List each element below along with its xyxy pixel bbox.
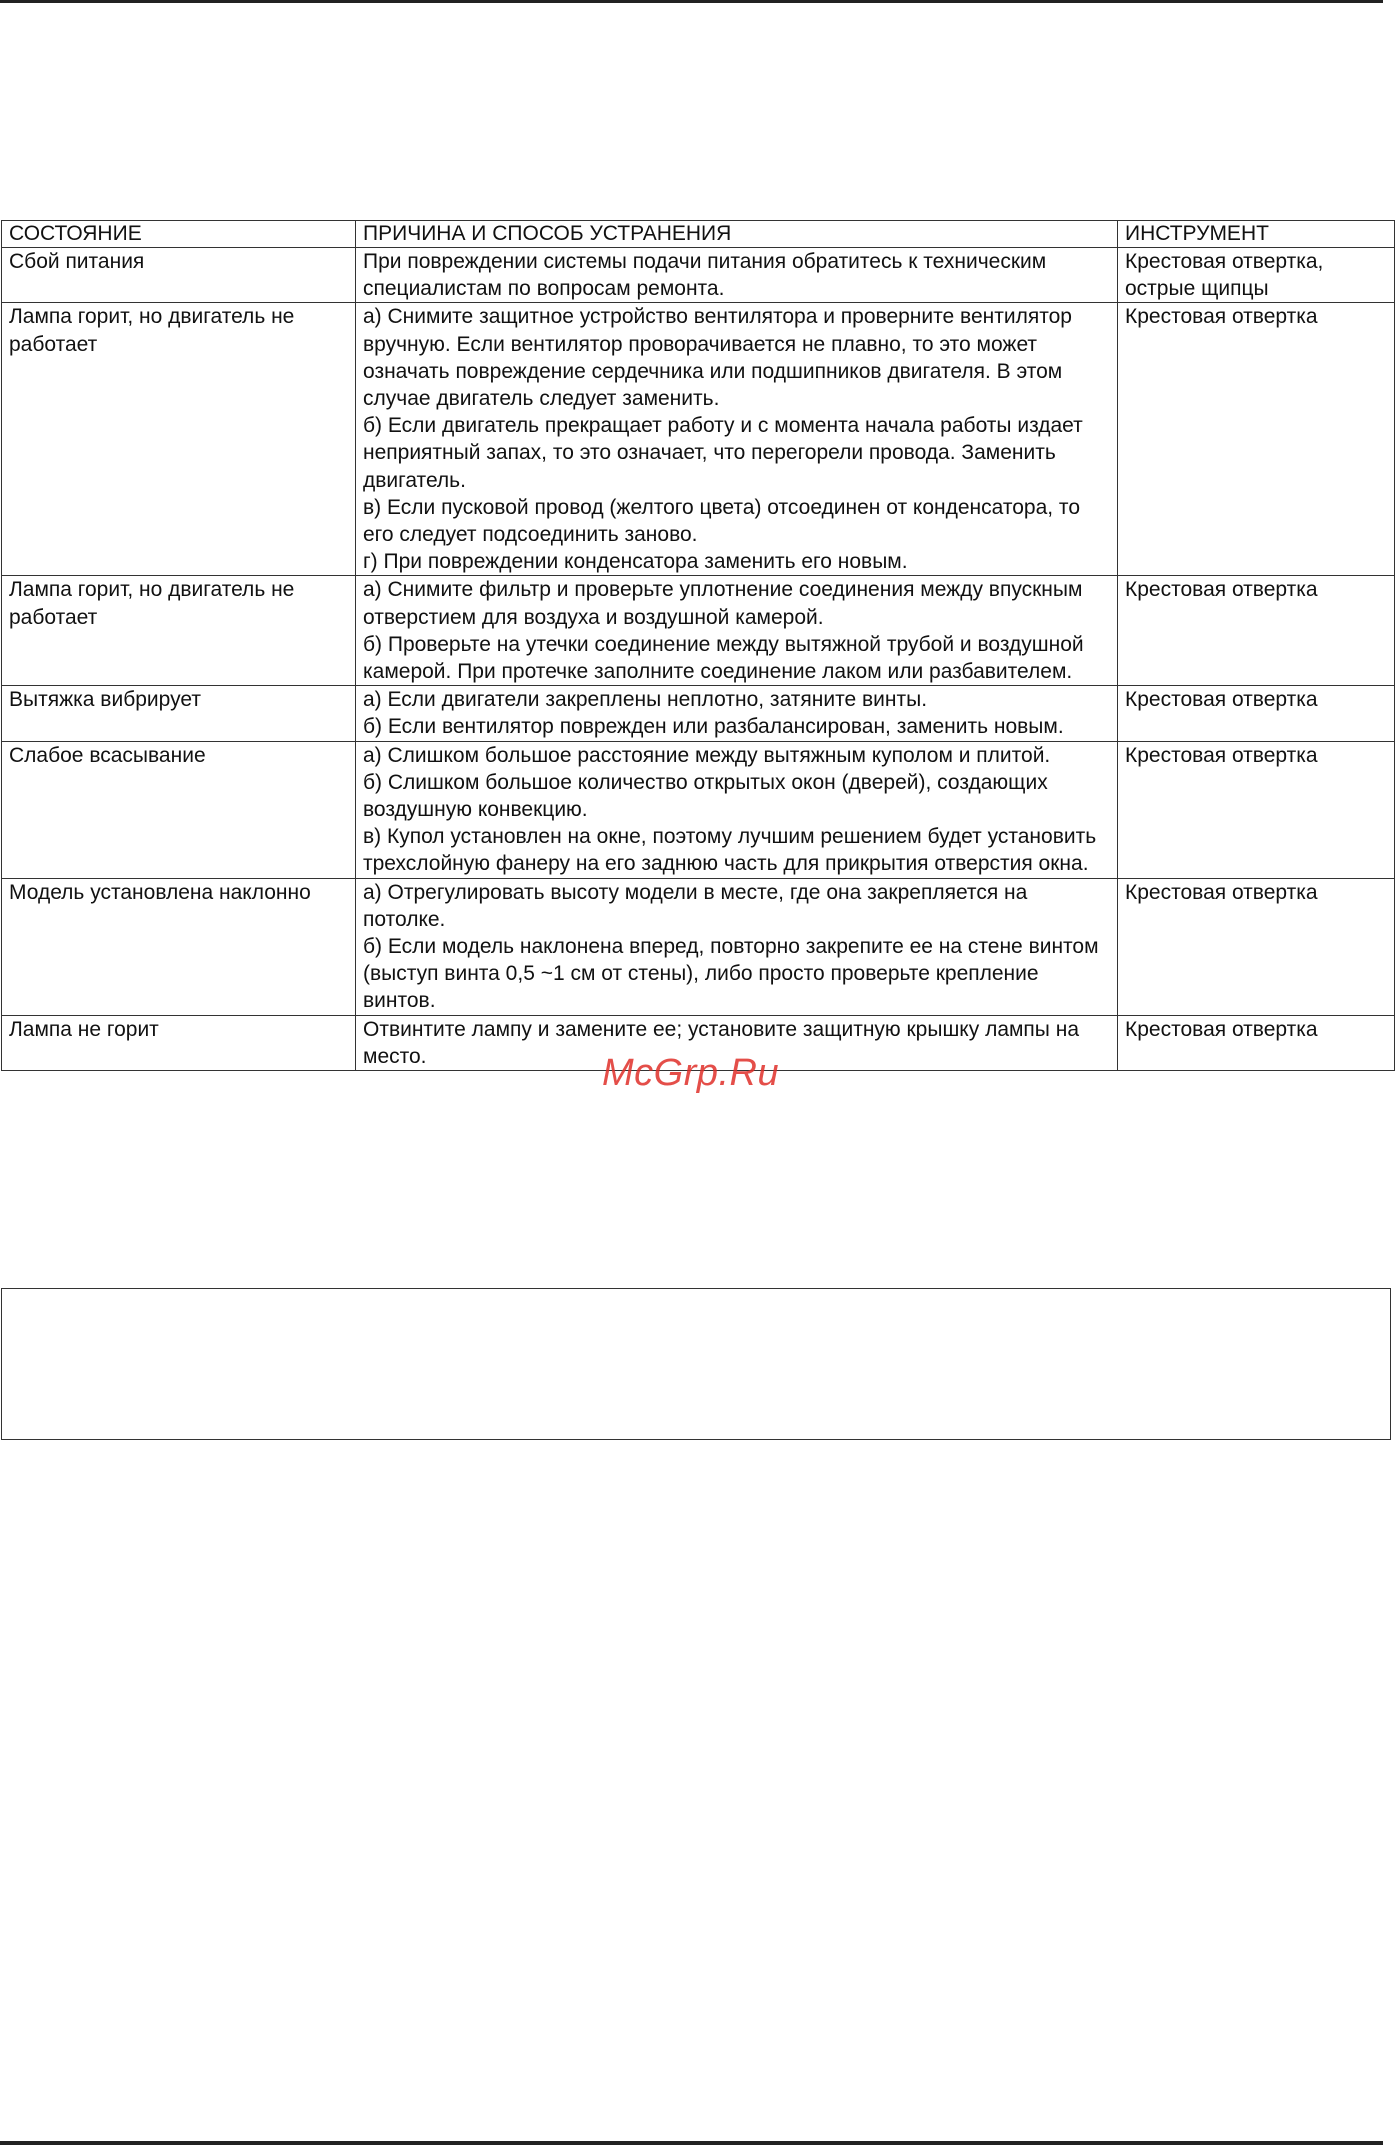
cell-state: Лампа горит, но двигатель не работает: [2, 576, 356, 686]
cell-cause: [356, 576, 1118, 686]
header-state: СОСТОЯНИЕ: [2, 221, 356, 248]
cell-state: Модель установлена наклонно: [2, 878, 356, 1015]
cell-state: Слабое всасывание: [2, 741, 356, 878]
cell-tool: Крестовая отвертка, острые щипцы: [1118, 248, 1395, 303]
empty-note-box: [1, 1288, 1391, 1440]
table-row: [2, 686, 1395, 741]
table-row: [2, 248, 1395, 303]
cell-cause: [356, 248, 1118, 303]
cell-tool: Крестовая отвертка: [1118, 1015, 1395, 1070]
cell-cause: [356, 878, 1118, 1015]
table-row: [2, 303, 1395, 576]
cause-text: а) Снимите защитное устройство вентилятора и проверните вентилятор вручную. Если вентилятор проворачивается не плавно, то это может означать повреждение сердечника или подшипников двигателя. В этом случае двигатель следует заменить. б) Если двигатель прекращает работу и с момента начала работы издает неприятный запах, то это означает, что перегорели провода. Заменить двигатель. в) Если пусковой провод (желтого цвета) отсоединен от конденсатора, то его следует подсоединить заново. г) При повреждении конденсатора заменить его новым.: [363, 305, 1083, 574]
cause-text: а) Если двигатели закреплены неплотно, затяните винты. б) Если вентилятор поврежден или разбалансирован, заменить новым.: [363, 688, 1064, 739]
table-header-row: [2, 221, 1395, 248]
cell-tool: Крестовая отвертка: [1118, 741, 1395, 878]
watermark-text: McGrp.Ru: [602, 1052, 780, 1094]
cell-state: Сбой питания: [2, 248, 356, 303]
cell-state: Вытяжка вибрирует: [2, 686, 356, 741]
header-tool: ИНСТРУМЕНТ: [1118, 221, 1395, 248]
troubleshooting-table: [1, 220, 1395, 1071]
cell-cause: [356, 686, 1118, 741]
cell-tool: Крестовая отвертка: [1118, 878, 1395, 1015]
cell-cause: [356, 741, 1118, 878]
cell-state: Лампа горит, но двигатель не работает: [2, 303, 356, 576]
troubleshooting-table-container: [1, 220, 1394, 1071]
header-cause: ПРИЧИНА И СПОСОБ УСТРАНЕНИЯ: [356, 221, 1118, 248]
cause-text: а) Снимите фильтр и проверьте уплотнение соединения между впускным отверстием для воздуха и воздушной камерой. б) Проверьте на утечки соединение между вытяжной трубой и воздушной камерой. При протечке заполните соединение лаком или разбавителем.: [363, 578, 1084, 684]
cell-tool: Крестовая отвертка: [1118, 303, 1395, 576]
table-row: [2, 741, 1395, 878]
cell-tool: Крестовая отвертка: [1118, 576, 1395, 686]
cause-text: а) Отрегулировать высоту модели в месте, где она закрепляется на потолке. б) Если модель наклонена вперед, повторно закрепите ее на стене винтом (выступ винта 0,5 ~1 см от стены), либо просто проверьте крепление винтов.: [363, 880, 1099, 1013]
cause-text: Отвинтите лампу и замените ее; установите защитную крышку лампы на место.: [363, 1017, 1080, 1068]
cell-tool: Крестовая отвертка: [1118, 686, 1395, 741]
cell-state: Лампа не горит: [2, 1015, 356, 1070]
bottom-rule: [0, 2141, 1383, 2145]
cause-text: а) Слишком большое расстояние между вытяжным куполом и плитой. б) Слишком большое количество открытых окон (дверей), создающих воздушную конвекцию. в) Купол установлен на окне, поэтому лучшим решением будет установить трехслойную фанеру на его заднюю часть для прикрытия отверстия окна.: [363, 743, 1097, 876]
table-row: [2, 576, 1395, 686]
top-rule: [0, 0, 1383, 3]
cause-text: При повреждении системы подачи питания обратитесь к техническим специалистам по вопросам ремонта.: [363, 250, 1047, 301]
table-row: [2, 878, 1395, 1015]
cell-cause: [356, 303, 1118, 576]
